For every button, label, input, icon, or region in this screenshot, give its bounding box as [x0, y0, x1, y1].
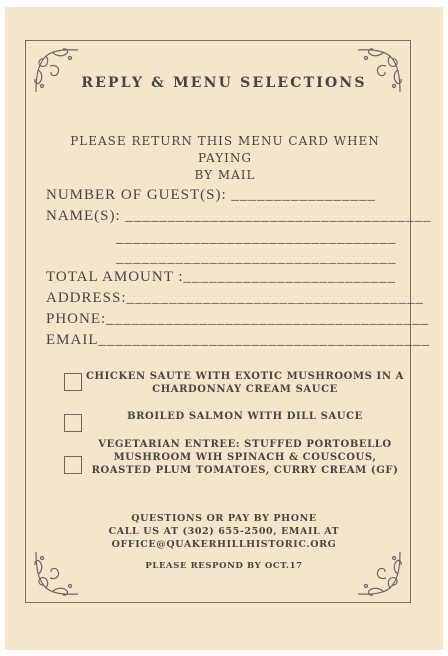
choice-label-line: ROASTED PLUM TOMATOES, CURRY CREAM (GF)	[91, 465, 399, 476]
contact-line: OFFICE@QUAKERHILLHISTORIC.ORG	[111, 539, 337, 550]
address-field[interactable]: ADDRESS:___________________________________	[46, 290, 425, 306]
respond-deadline: PLEASE RESPOND BY OCT.17	[145, 561, 303, 571]
choice-label	[86, 438, 404, 477]
choice-label-line: BROILED SALMON WITH DILL SAUCE	[127, 411, 363, 422]
guests-field[interactable]: NUMBER OF GUEST(S): _________________	[46, 187, 376, 203]
vegetarian-checkbox[interactable]	[64, 456, 82, 474]
flourish-ornament-icon	[32, 548, 82, 598]
salmon-checkbox[interactable]	[64, 414, 82, 432]
return-instructions-line: BY MAIL	[194, 168, 256, 182]
contact-line: CALL US AT (302) 655-2500, EMAIL AT	[108, 526, 340, 537]
return-instructions-line: PLEASE RETURN THIS MENU CARD WHEN PAYING	[70, 134, 380, 165]
card-title: REPLY & MENU SELECTIONS	[81, 75, 367, 91]
choice-label-line: VEGETARIAN ENTREE: STUFFED PORTOBELLO	[98, 439, 392, 450]
choice-label-line: MUSHROOM WIH SPINACH & COUSCOUS,	[113, 452, 377, 463]
choice-label	[86, 410, 404, 423]
total-amount-field[interactable]: TOTAL AMOUNT :_________________________	[46, 269, 397, 285]
choice-label	[86, 370, 404, 396]
choice-label-line: CHICKEN SAUTE WITH EXOTIC MUSHROOMS IN A	[86, 371, 405, 382]
choice-label-line: CHARDONNAY CREAM SAUCE	[152, 384, 338, 395]
names-field[interactable]: NAME(S): ____________________________________	[46, 208, 432, 224]
names-field-line-3[interactable]: _________________________________	[116, 250, 397, 266]
contact-info	[0, 512, 448, 551]
return-instructions	[45, 133, 405, 184]
flourish-ornament-icon	[354, 548, 404, 598]
email-field[interactable]: EMAIL_______________________________________	[46, 332, 430, 348]
contact-line: QUESTIONS OR PAY BY PHONE	[131, 513, 317, 524]
chicken-checkbox[interactable]	[64, 373, 82, 391]
names-field-line-2[interactable]: _________________________________	[116, 230, 397, 246]
phone-field[interactable]: PHONE:______________________________________	[46, 311, 430, 327]
